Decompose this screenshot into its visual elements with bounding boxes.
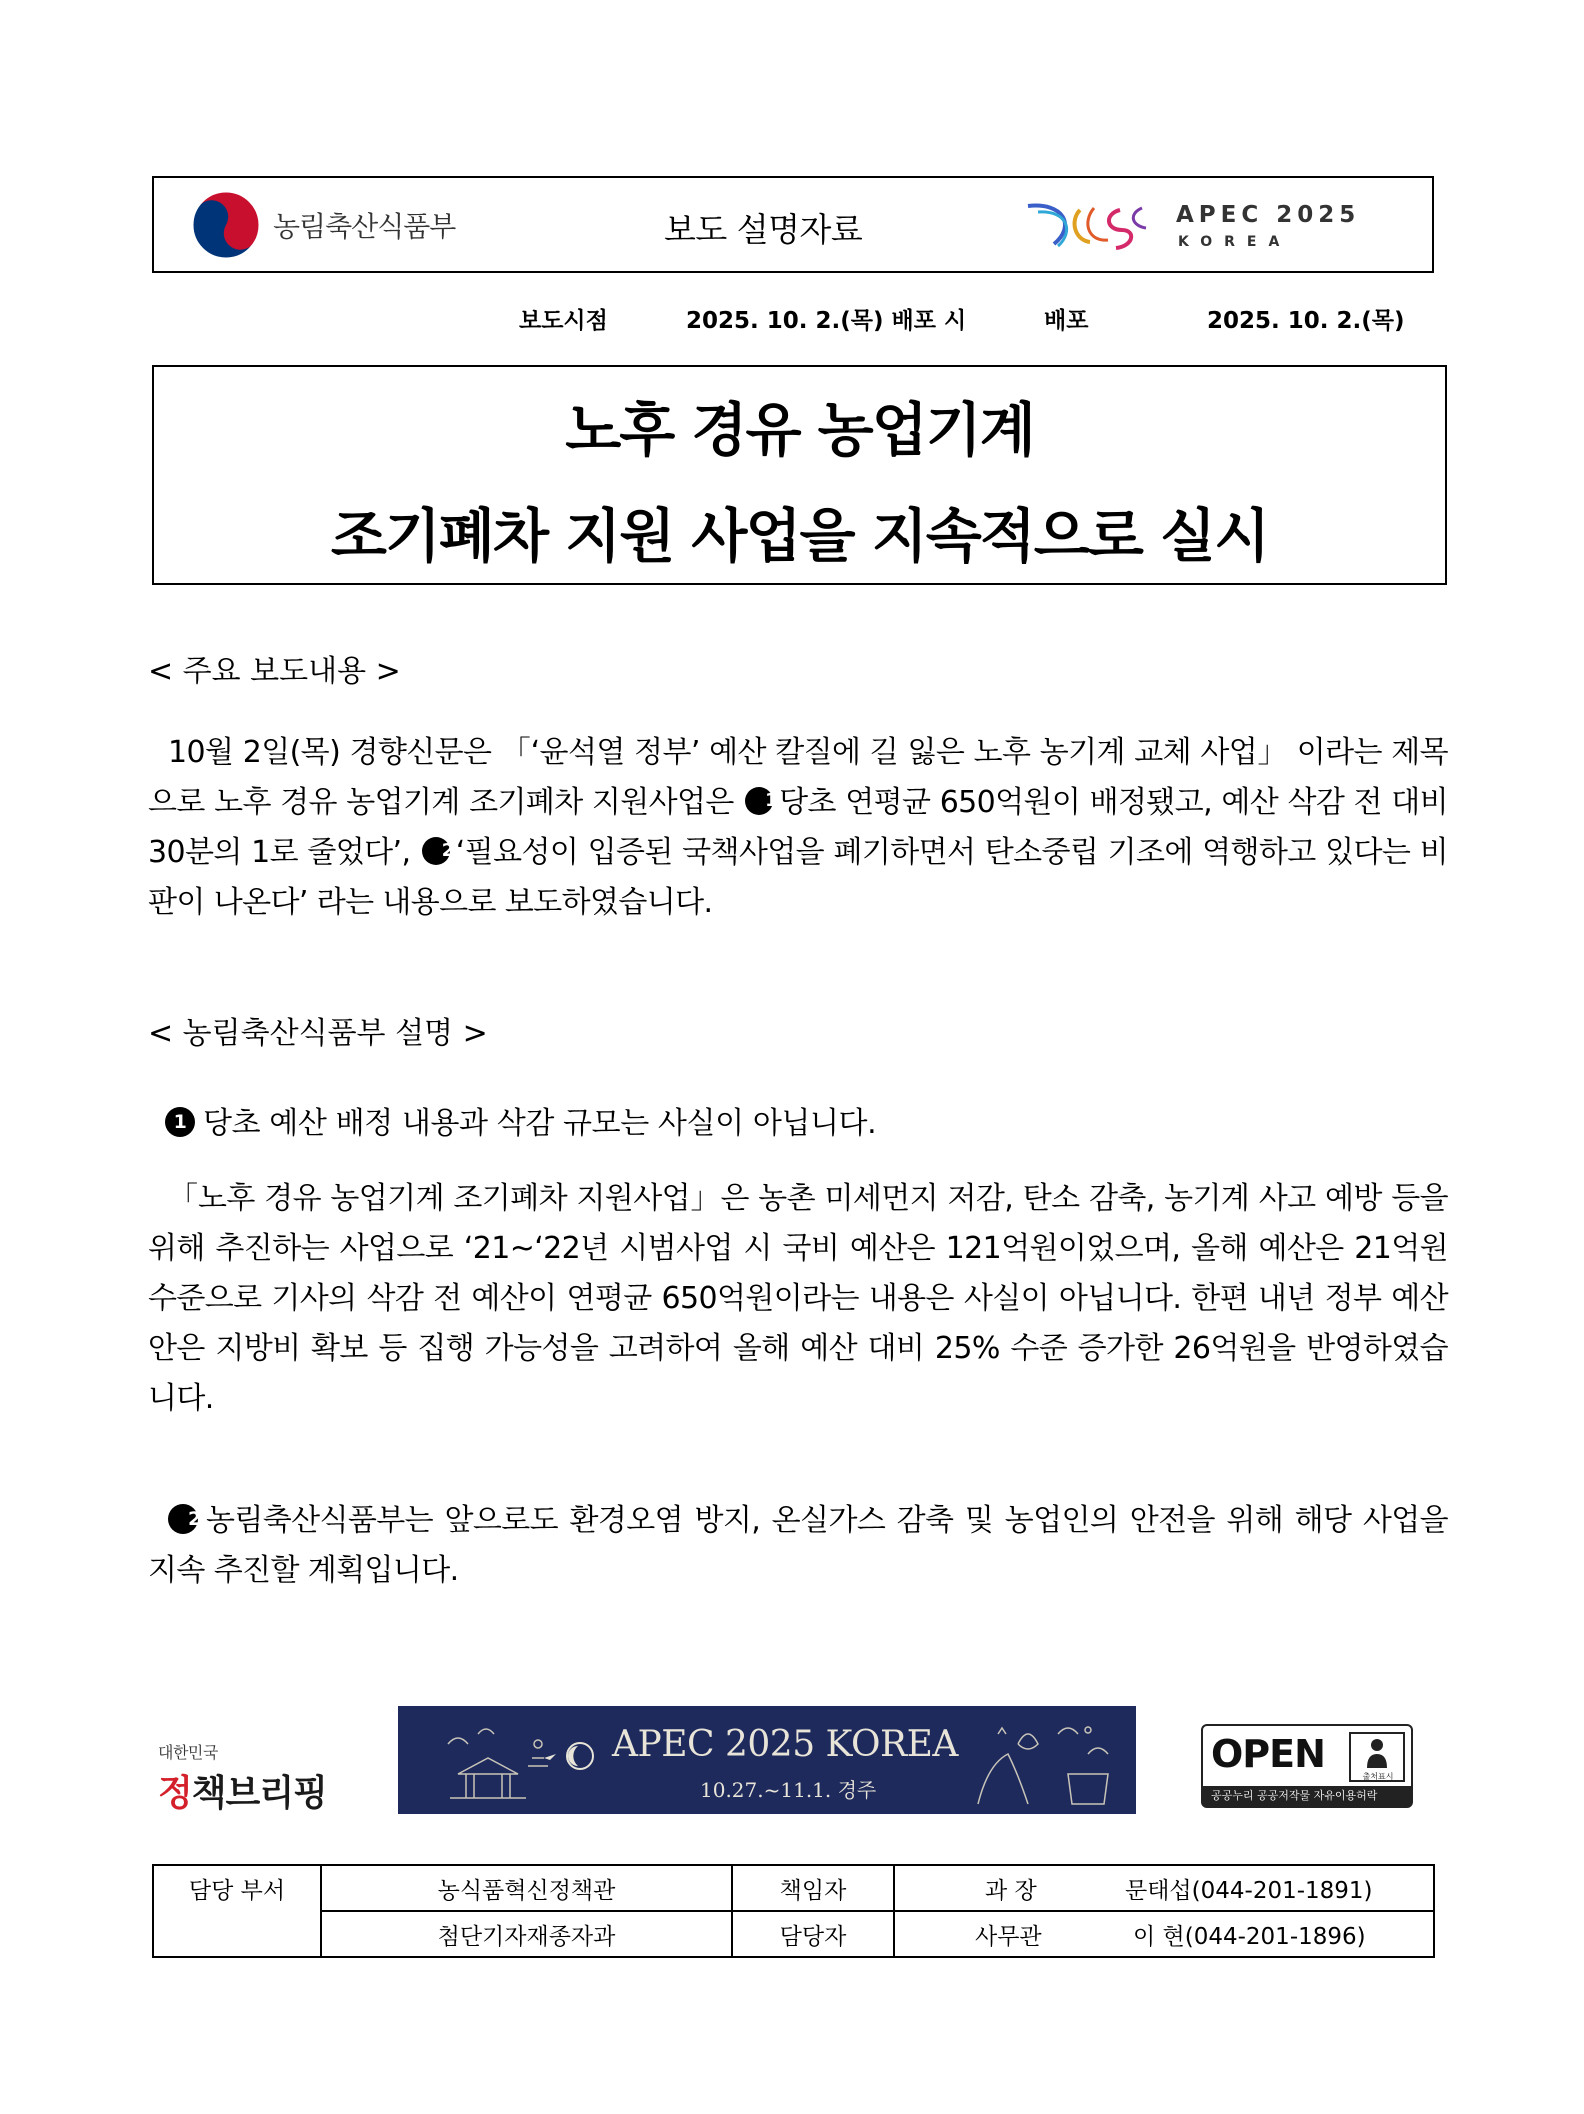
responsible-title: 과 장 — [985, 1877, 1037, 1904]
point-2-text: 농림축산식품부는 앞으로도 환경오염 방지, 온실가스 감축 및 농업인의 안전을 위해 해당 사업을 지속 추진할 계획입니다. — [148, 1503, 1448, 1588]
person-icon — [1365, 1738, 1389, 1768]
report-text-part1: 10월 2일(목) 경향신문은 「‘윤석열 정부’ 예산 칼질에 길 잃은 노후 농기계 교체 사업」 이라는 제목으로 노후 경유 농업기계 조기폐차 지원사업은 — [148, 735, 1448, 820]
report-text-part3: ‘필요성이 입증된 국책사업을 폐기하면서 탄소중립 기조에 역행하고 있다는 비판이 나온다’ 라는 내용으로 보도하였습니다. — [148, 835, 1448, 920]
taegeuk-emblem-icon — [191, 190, 261, 260]
headline-box — [152, 365, 1447, 585]
contact-table — [152, 1864, 1435, 1958]
apec-swirl-icon — [1024, 196, 1160, 254]
ministry-logo — [191, 187, 521, 263]
bullet-2-icon: 2 — [168, 1504, 198, 1534]
bullet-2-icon: 2 — [422, 837, 450, 865]
ministry-name: 농림축산식품부 — [273, 210, 456, 243]
staff-name: 이 현(044-201-1896) — [1133, 1923, 1366, 1950]
apec-logo-title: APEC 2025 — [1176, 202, 1361, 228]
banner-title: APEC 2025 KOREA — [612, 1724, 958, 1765]
release-time-label: 보도시점 — [519, 308, 608, 334]
headline-line-2: 조기폐차 지원 사업을 지속적으로 실시 — [330, 502, 1269, 570]
doc-type-label: 보도 설명자료 — [664, 210, 863, 249]
open-license-badge — [1201, 1724, 1413, 1808]
explanation-paragraph: 「노후 경유 농업기계 조기폐차 지원사업」은 농촌 미세먼지 저감, 탄소 감축, 농기계 사고 예방 등을 위해 추진하는 사업으로 ‘21~‘22년 시범사업 시 국비 예산은 121억원이었으며, 올해 예산은 21억원 수준으로 기사의 삭감 전 예산이 연평균 650억원이라는 내용은 사실이 아닙니다. 한편 내년 정부 예산안은 지방비 확보 등 집행 가능성을 고려하여 올해 예산 대비 25% 수준 증가한 26억원을 반영하였습니다. — [148, 1181, 1448, 1416]
explanation-point-2 — [148, 1496, 1448, 1596]
dept-2-cell: 첨단기자재종자과 — [321, 1911, 732, 1957]
briefing-small-text: 대한민국 — [158, 1743, 218, 1762]
banner-dates: 10.27.~11.1. 경주 — [700, 1778, 877, 1802]
apec-logo — [1024, 188, 1424, 262]
report-heading: < 주요 보도내용 > — [148, 654, 401, 689]
apec-logo-sub: KOREA — [1178, 234, 1292, 250]
dept-1-cell: 농식품혁신정책관 — [321, 1865, 732, 1911]
report-text-part2: 당초 연평균 650억원이 배정됐고, 예산 삭감 전 대비 30분의 1로 줄었다’, — [148, 785, 1449, 870]
report-paragraph — [148, 728, 1448, 928]
responsible-label-cell: 책임자 — [732, 1865, 894, 1911]
staff-cell — [894, 1911, 1434, 1957]
open-text: OPEN — [1211, 1732, 1325, 1776]
responsible-name: 문태섭(044-201-1891) — [1125, 1877, 1373, 1904]
distribution-label: 배포 — [1044, 308, 1089, 334]
briefing-main-text: 정책브리핑 — [158, 1773, 327, 1814]
apec-banner — [398, 1706, 1136, 1814]
explanation-heading: < 농림축산식품부 설명 > — [148, 1016, 488, 1051]
point-1-text: 당초 예산 배정 내용과 삭감 규모는 사실이 아닙니다. — [203, 1106, 877, 1141]
moon-bird-icon — [538, 1736, 598, 1776]
header-box — [152, 176, 1434, 273]
lotus-vase-icon — [958, 1714, 1128, 1810]
open-license-strip: 공공누리 공공저작물 자유이용허락 — [1203, 1786, 1411, 1806]
attribution-label: 출처표시 — [1362, 1772, 1394, 1781]
staff-title: 사무관 — [975, 1923, 1042, 1950]
bullet-1-icon: 1 — [165, 1107, 195, 1137]
bullet-1-icon: 1 — [745, 787, 773, 815]
policy-briefing-logo — [158, 1740, 328, 1814]
explanation-point-1 — [165, 1098, 876, 1142]
dept-label-cell: 담당 부서 — [153, 1865, 321, 1957]
distribution-value: 2025. 10. 2.(목) — [1207, 308, 1405, 334]
staff-label-cell: 담당자 — [732, 1911, 894, 1957]
responsible-cell — [894, 1865, 1434, 1911]
headline-line-1: 노후 경유 농업기계 — [565, 396, 1034, 464]
attribution-box — [1349, 1732, 1405, 1782]
release-time-value: 2025. 10. 2.(목) 배포 시 — [686, 308, 967, 334]
